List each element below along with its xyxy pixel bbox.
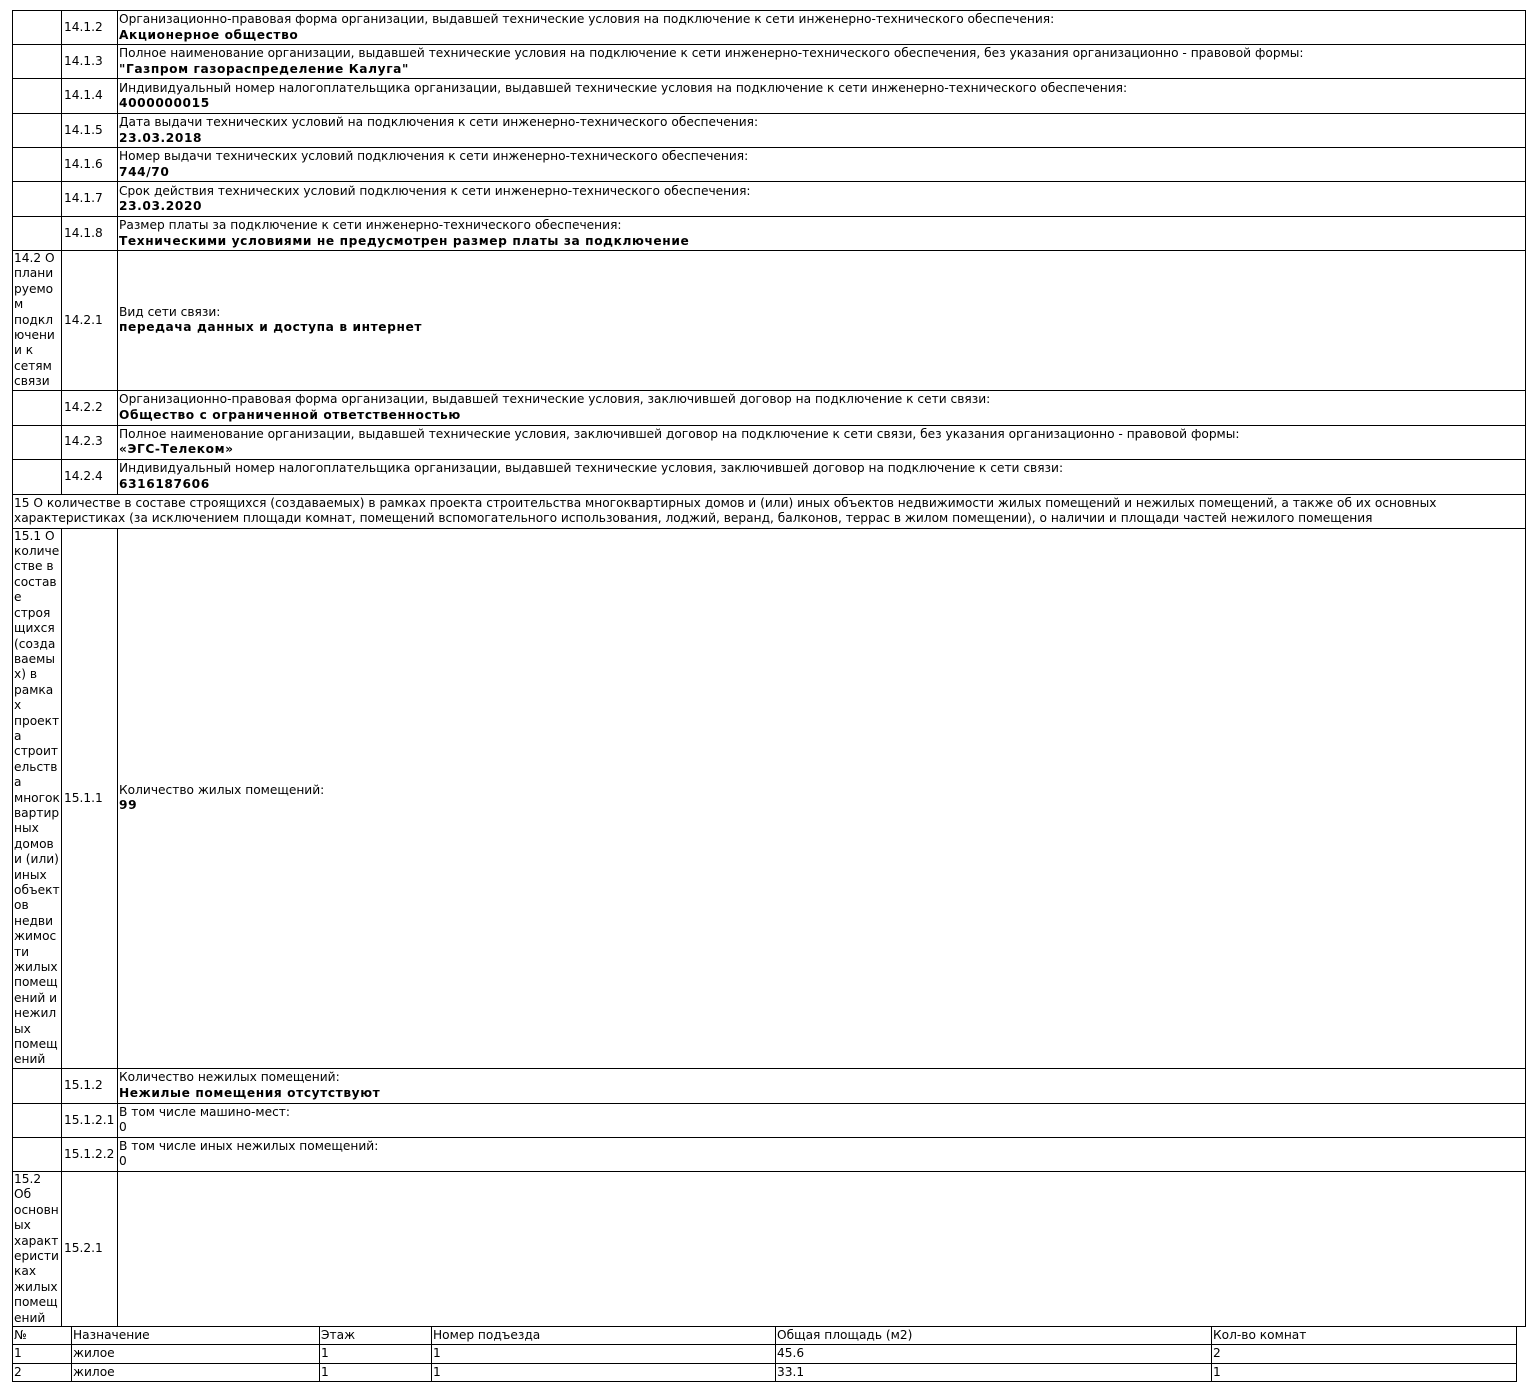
table-row (13, 1363, 1517, 1381)
item-number: 15.1.2.2 (62, 1137, 118, 1171)
section-cell (13, 148, 62, 182)
item-content (118, 79, 1526, 114)
cell-floor: 1 (320, 1345, 432, 1363)
item-number: 14.1.7 (62, 182, 118, 217)
cell-purpose: жилое (72, 1363, 320, 1381)
item-value: Акционерное общество (119, 27, 299, 42)
cell-number: 1 (13, 1345, 72, 1363)
section-cell (13, 11, 62, 45)
item-label: В том числе иных нежилых помещений: (119, 1138, 379, 1153)
item-value: 23.03.2018 (119, 130, 203, 145)
col-header-entrance: Номер подъезда (432, 1326, 776, 1344)
item-value: 4000000015 (119, 96, 210, 110)
item-content (118, 425, 1526, 459)
item-number: 14.1.2 (62, 11, 118, 45)
item-content (118, 1103, 1526, 1137)
item-number: 14.1.3 (62, 45, 118, 79)
section-cell (13, 528, 62, 1068)
col-header-number: № (13, 1326, 72, 1344)
section-label: 14.2 О планируемом подключении к сетям связи (14, 251, 55, 389)
item-value: «ЭГС-Телеком» (119, 442, 234, 457)
section-cell (13, 1068, 62, 1103)
item-number: 14.2.1 (62, 251, 118, 391)
section-cell (13, 79, 62, 114)
item-content (118, 1068, 1526, 1103)
item-value: Техническими условиями не предусмотрен размер платы за подключение (119, 233, 690, 248)
table-row (13, 79, 1526, 114)
table-row (13, 1171, 1526, 1326)
cell-area: 33.1 (776, 1363, 1212, 1381)
table-row (13, 390, 1526, 425)
item-value: 0 (119, 1120, 127, 1135)
item-content (118, 11, 1526, 45)
section-label: 15.1 О количестве в составе строящихся (создаваемых) в рамках проекта строительства многоквартирных домов и (или) иных объектов недвижимости жилых помещений и нежилых помещений (14, 528, 60, 1067)
table-row (13, 217, 1526, 251)
table-row (13, 1137, 1526, 1171)
item-label: Организационно-правовая форма организации, выдавшей технические условия на подключение к сети инженерно-технического обеспечения: (119, 12, 1055, 27)
table-row (13, 1103, 1526, 1137)
item-number: 14.1.6 (62, 148, 118, 182)
item-number: 15.2.1 (62, 1171, 118, 1326)
item-content (118, 182, 1526, 217)
item-label: Срок действия технических условий подключения к сети инженерно-технического обеспечения: (119, 183, 751, 198)
item-label: Номер выдачи технических условий подключения к сети инженерно-технического обеспечения: (119, 149, 749, 164)
item-value: "Газпром газораспределение Калуга" (119, 61, 409, 76)
section-cell (13, 425, 62, 459)
table-row (13, 148, 1526, 182)
item-content (118, 45, 1526, 79)
project-declaration-table (12, 10, 1526, 1327)
item-number: 15.1.1 (62, 528, 118, 1068)
item-value: 23.03.2020 (119, 199, 203, 213)
item-value: Общество с ограниченной ответственностью (119, 407, 461, 422)
item-label: Количество жилых помещений: (119, 782, 325, 797)
section-cell (13, 1137, 62, 1171)
item-content (118, 1171, 1526, 1326)
item-label: Вид сети связи: (119, 304, 221, 319)
table-row (13, 182, 1526, 217)
item-content (118, 459, 1526, 494)
section-15-title: 15 О количестве в составе строящихся (создаваемых) в рамках проекта строительства многоквартирных домов и (или) иных объектов недвижимости жилых помещений и нежилых помещений, а также об их основных характеристиках (за исключением площади комнат, помещений вспомогательного использования, лоджий, веранд, балконов, террас в жилом помещении), о наличии и площади частей нежилого помещения (13, 494, 1526, 528)
item-number: 15.1.2 (62, 1068, 118, 1103)
cell-rooms: 2 (1212, 1345, 1517, 1363)
item-value: 99 (119, 798, 138, 813)
col-header-purpose: Назначение (72, 1326, 320, 1344)
item-label: Полное наименование организации, выдавшей технические условия, заключившей договор на подключение к сети связи, без указания организационно - правовой формы: (119, 426, 1240, 441)
item-label: Количество нежилых помещений: (119, 1070, 340, 1085)
item-value: передача данных и доступа в интернет (119, 320, 423, 335)
item-number: 14.2.4 (62, 459, 118, 494)
section-cell (13, 459, 62, 494)
table-row (13, 1345, 1517, 1363)
col-header-floor: Этаж (320, 1326, 432, 1344)
item-label: Полное наименование организации, выдавшей технические условия на подключение к сети инженерно-технического обеспечения, без указания организационно - правовой формы: (119, 46, 1304, 61)
section-cell (13, 45, 62, 79)
apartments-table (12, 1326, 1517, 1382)
col-header-rooms: Кол-во комнат (1212, 1326, 1517, 1344)
item-label: Дата выдачи технических условий на подключения к сети инженерно-технического обеспечения: (119, 115, 759, 130)
table-row (13, 1068, 1526, 1103)
document (12, 10, 1526, 1382)
section-cell (13, 182, 62, 217)
item-value: 744/70 (119, 164, 170, 179)
item-number: 14.2.2 (62, 390, 118, 425)
item-label: В том числе машино-мест: (119, 1104, 290, 1119)
table-row (13, 114, 1526, 148)
cell-number: 2 (13, 1363, 72, 1381)
item-value: Нежилые помещения отсутствуют (119, 1085, 381, 1100)
cell-floor: 1 (320, 1363, 432, 1381)
section-cell (13, 251, 62, 391)
cell-entrance: 1 (432, 1345, 776, 1363)
section-title-row (13, 494, 1526, 528)
cell-area: 45.6 (776, 1345, 1212, 1363)
item-content (118, 217, 1526, 251)
section-cell (13, 217, 62, 251)
apartments-header-row (13, 1326, 1517, 1344)
table-row (13, 528, 1526, 1068)
cell-rooms: 1 (1212, 1363, 1517, 1381)
item-number: 14.1.5 (62, 114, 118, 148)
item-value: 0 (119, 1154, 127, 1169)
table-row (13, 45, 1526, 79)
item-label: Размер платы за подключение к сети инженерно-технического обеспечения: (119, 218, 622, 233)
item-content (118, 390, 1526, 425)
item-content (118, 114, 1526, 148)
table-row (13, 11, 1526, 45)
table-row (13, 459, 1526, 494)
section-label: 15.2 Об основных характеристиках жилых помещений (14, 1171, 59, 1325)
table-row (13, 251, 1526, 391)
cell-entrance: 1 (432, 1363, 776, 1381)
section-cell (13, 1171, 62, 1326)
item-number: 15.1.2.1 (62, 1103, 118, 1137)
section-cell (13, 114, 62, 148)
item-label: Индивидуальный номер налогоплательщика организации, выдавшей технические условия на подключение к сети инженерно-технического обеспечения: (119, 80, 1128, 95)
section-cell (13, 1103, 62, 1137)
item-number: 14.1.4 (62, 79, 118, 114)
item-content (118, 251, 1526, 391)
item-number: 14.1.8 (62, 217, 118, 251)
col-header-area: Общая площадь (м2) (776, 1326, 1212, 1344)
item-content (118, 1137, 1526, 1171)
item-content (118, 148, 1526, 182)
item-value: 6316187606 (119, 476, 210, 491)
item-content (118, 528, 1526, 1068)
item-number: 14.2.3 (62, 425, 118, 459)
section-cell (13, 390, 62, 425)
table-row (13, 425, 1526, 459)
cell-purpose: жилое (72, 1345, 320, 1363)
item-label: Организационно-правовая форма организации, выдавшей технические условия, заключившей договор на подключение к сети связи: (119, 392, 991, 407)
item-label: Индивидуальный номер налогоплательщика организации, выдавшей технические условия, заключившей договор на подключение к сети связи: (119, 461, 1064, 476)
